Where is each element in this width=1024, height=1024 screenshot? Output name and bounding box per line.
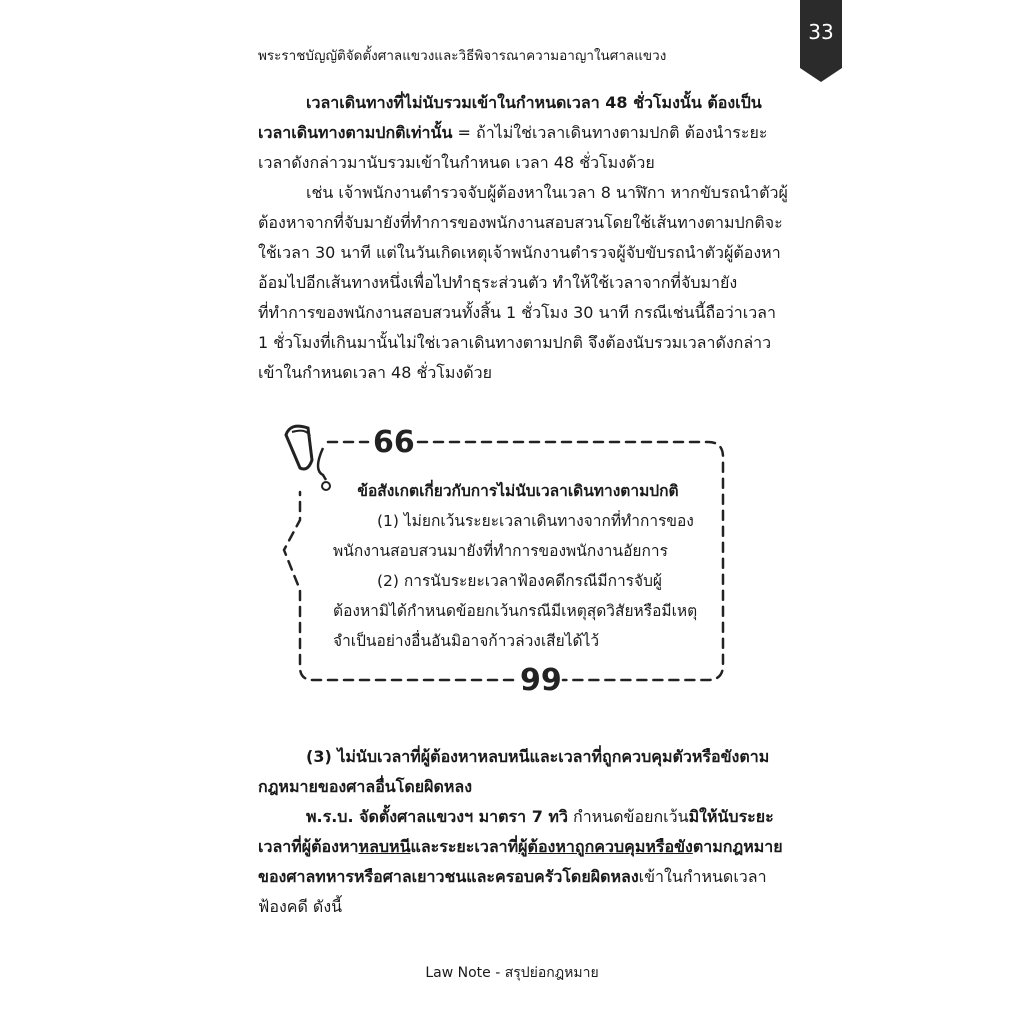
note-title: ข้อสังเกตเกี่ยวกับการไม่นับเวลาเดินทางตามปกติ — [357, 482, 679, 500]
section-3 — [258, 742, 788, 922]
page-footer: Law Note - สรุปย่อกฎหมาย — [425, 965, 599, 981]
paragraph-travel-time — [258, 88, 788, 178]
paragraph-example: เช่น เจ้าพนักงานตำรวจจับผู้ต้องหาในเวลา 8 นาฬิกา หากขับรถนำตัวผู้ต้องหาจากที่จับมายังที่ทำการของพนักงานสอบสวนโดยใช้เส้นทางตามปกติจะใช้เวลา 30 นาที แต่ในวันเกิดเหตุเจ้าพนักงานตำรวจผู้จับขับรถนำตัวผู้ต้องหาอ้อมไปอีกเส้นทางหนึ่งเพื่อไปทำธุระส่วนตัว ทำให้ใช้เวลาจากที่จับมายังที่ทำการของพนักงานสอบสวนทั้งสิ้น 1 ชั่วโมง 30 นาที กรณีเช่นนี้ถือว่าเวลา 1 ชั่วโมงที่เกินมานั้นไม่ใช่เวลาเดินทางตามปกติ จึงต้องนับรวมเวลาดังกล่าวเข้าในกำหนดเวลา 48 ชั่วโมงด้วย — [258, 183, 788, 382]
page-number-tab — [800, 0, 842, 82]
page-number: 33 — [808, 20, 834, 44]
paragraph-travel-time-rest: = ถ้าไม่ใช่เวลาเดินทางตามปกติ ต้องนำระยะเวลาดังกล่าวมานับรวมเข้าในกำหนด เวลา 48 ชั่วโมงด้วย — [258, 123, 768, 172]
note-item-1: (1) ไม่ยกเว้นระยะเวลาเดินทางจากที่ทำการของพนักงานสอบสวนมายังที่ทำการของพนักงานอัยการ — [333, 512, 694, 560]
note-box — [333, 476, 703, 656]
paragraph-travel-time-bold: เวลาเดินทางที่ไม่นับรวมเข้าในกำหนดเวลา 48 ชั่วโมงนั้น ต้องเป็นเวลาเดินทางตามปกติเท่านั้น — [258, 93, 762, 142]
running-header: พระราชบัญญัติจัดตั้งศาลแขวงและวิธีพิจารณาความอาญาในศาลแขวง — [258, 48, 667, 64]
open-quote-mark: 66 — [373, 425, 415, 460]
note-item-2: (2) การนับระยะเวลาฟ้องคดีกรณีมีการจับผู้ต้องหามิได้กำหนดข้อยกเว้นกรณีมีเหตุสุดวิสัยหรือมีเหตุจำเป็นอย่างอื่นอันมิอาจก้าวล่วงเสียได้ไว้ — [333, 572, 698, 650]
section-3-paragraph: พ.ร.บ. จัดตั้งศาลแขวงฯ มาตรา 7 ทวิ กำหนดข้อยกเว้นมิให้นับระยะเวลาที่ผู้ต้องหาหลบหนีและระยะเวลาที่ผู้ต้องหาถูกควบคุมหรือขังตามกฎหมายของศาลทหารหรือศาลเยาวชนและครอบครัวโดยผิดหลงเข้าในกำหนดเวลาฟ้องคดี ดังนี้ — [258, 807, 783, 916]
section-3-heading: (3) ไม่นับเวลาที่ผู้ต้องหาหลบหนีและเวลาที่ถูกควบคุมตัวหรือขังตามกฎหมายของศาลอื่นโดยผิดหลง — [258, 747, 770, 796]
close-quote-mark: 99 — [520, 663, 562, 695]
